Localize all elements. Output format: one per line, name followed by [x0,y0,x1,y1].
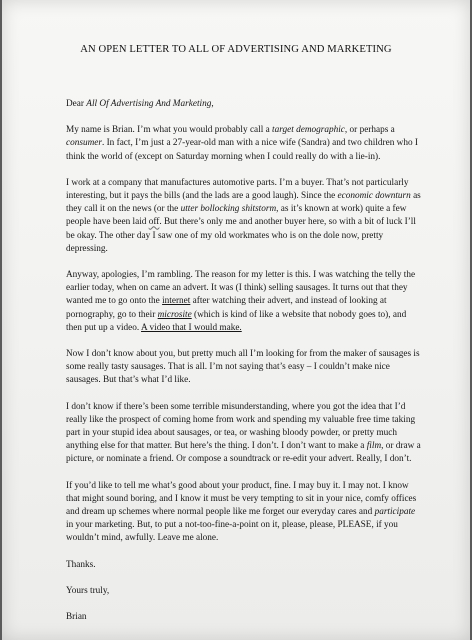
letter-title: AN OPEN LETTER TO ALL OF ADVERTISING AND MARKETING [80,44,392,55]
closing: Yours truly, [66,585,110,596]
signature: Brian [66,612,87,623]
paragraph-3: Anyway, apologies, I’m rambling. The reason for my letter is this. I was watching the telly the earlier today, when on came an advert. It was (I think) selling sausages. It turns out that they wanted me to go onto the internet after watching their advert, and instead of looking at pornography, go to their microsite (which is kind of like a website that nobody goes to), and then put up a video. A video that I would make. [66,270,416,333]
paragraph-5: I don’t know if there’s been some terrible misunderstanding, where you got the idea that I’d really like the prospect of coming home from work and spending my valuable free time taking part in your stupid idea about sausages, or tea, or washing bloody powder, or pretty much anything else for that matter. But here’s the thing. I don’t. I don’t want to make a film, or draw a picture, or nominate a friend. Or compose a soundtrack or re-edit your advert. Really, I don’t. [66,401,421,465]
salutation: Dear All Of Advertising And Marketing, [66,99,214,109]
letter-body [66,98,422,637]
paragraph-4: Now I don’t know about you, but pretty much all I’m looking for from the maker of sausages is some really tasty sausages. That is all. I’m not saying that’s easy – I couldn’t make nice sausages. But that’s what I’d like. [66,349,420,386]
paragraph-6: If you’d like to tell me what’s good about your product, fine. I may buy it. I may not. I know that might sound boring, and I know it must be very tempting to sit in your nice, comfy offices and dream up schemes where normal people like me forget our everyday cares and participate in your marketing. But, to put a not-too-fine-a-point on it, please, please, PLEASE, if you wouldn’t mind, awfully. Leave me alone. [66,480,417,544]
paragraph-2: I work at a company that manufactures automotive parts. I’m a buyer. That’s not particularly interesting, but it pays the bills (and the lads are a good laugh). Since the economic downturn as they call it on the news (or the utter bollocking shitstorm, as it’s known at work) quite a few people have been laid off. But there’s only me and another buyer here, so with a bit of luck I’ll be okay. The other day I saw one of my old workmates who is on the dole now, pretty depressing. [66,177,421,254]
paragraph-1: My name is Brian. I’m what you would probably call a target demographic, or perhaps a consumer. In fact, I’m just a 27-year-old man with a nice wife (Sandra) and two children who I think the world of (except on Saturday morning when I could really do with a lie-in). [66,125,418,162]
paragraph-thanks: Thanks. [66,559,96,570]
salutation-addressee: All Of Advertising And Marketing [86,99,212,109]
letter-page [2,0,470,640]
